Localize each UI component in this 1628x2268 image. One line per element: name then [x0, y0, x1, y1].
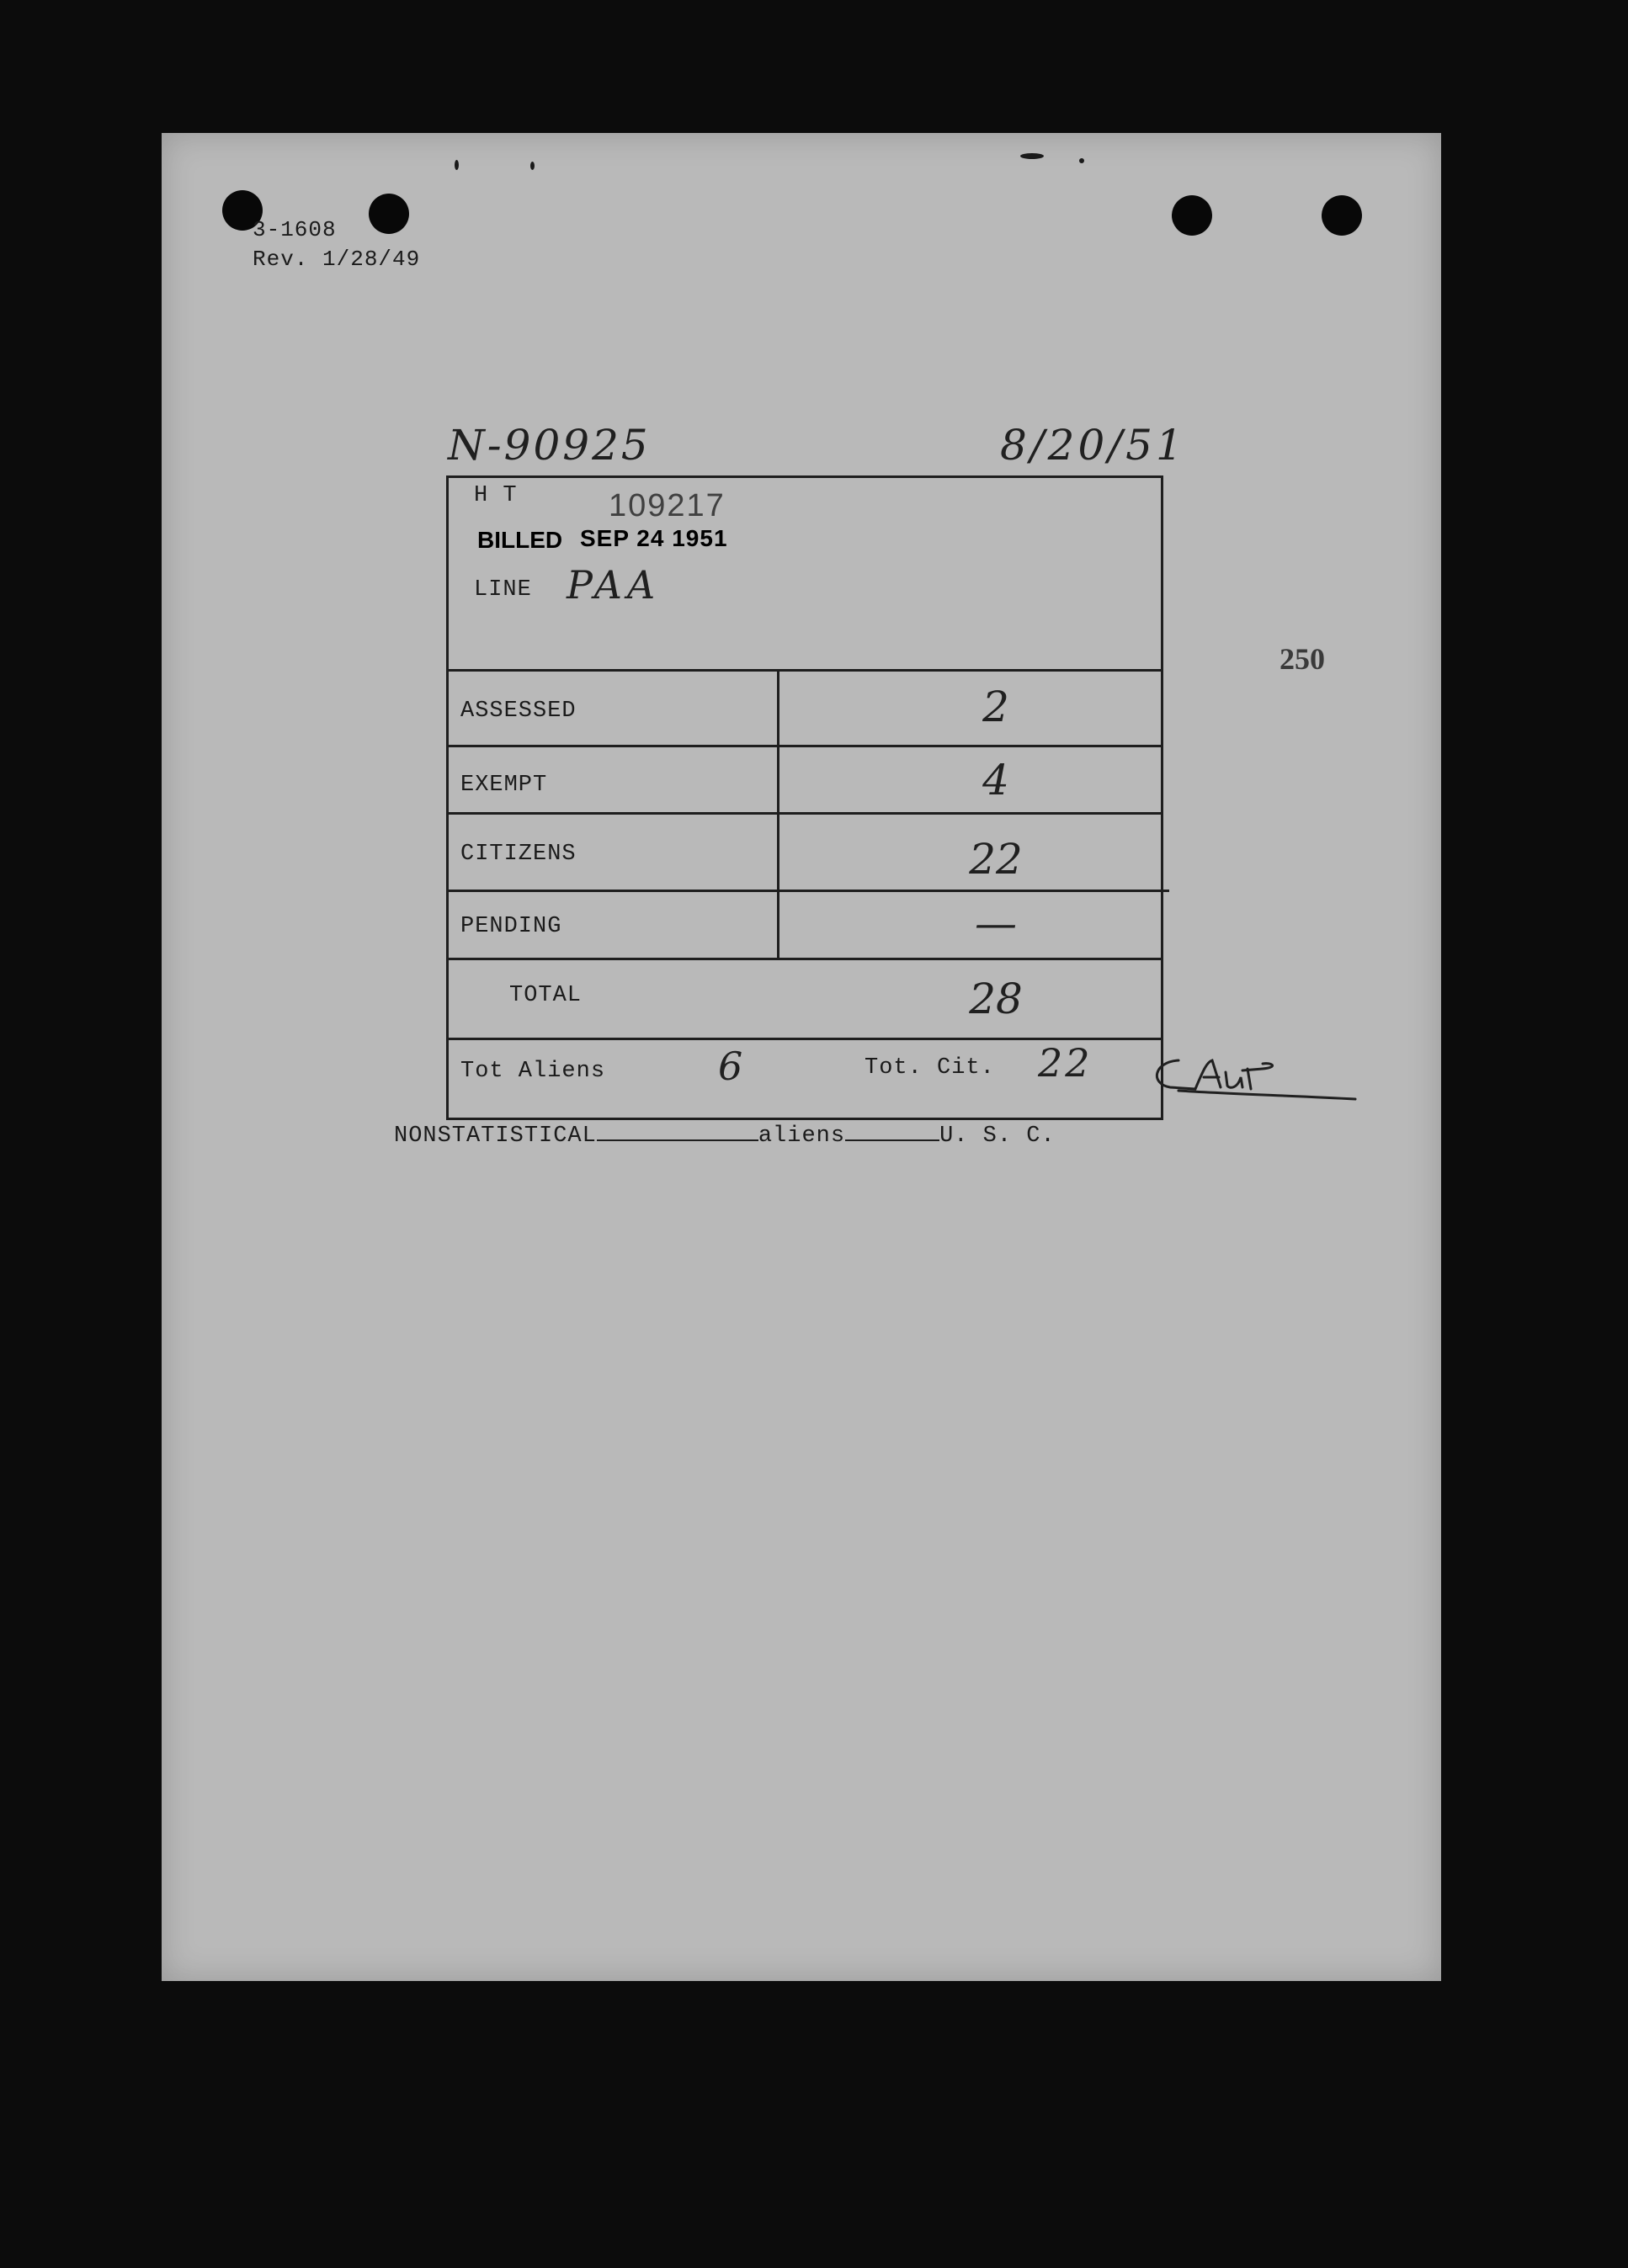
tot-aliens-label: Tot Aliens	[460, 1059, 606, 1084]
row-label-pending: PENDING	[460, 914, 562, 939]
side-number: 250	[1280, 642, 1325, 676]
usc-label: U. S. C.	[939, 1123, 1056, 1149]
row-label-assessed: ASSESSED	[460, 698, 577, 724]
tot-cit-label: Tot. Cit.	[865, 1055, 995, 1081]
line-value: PAA	[567, 562, 661, 608]
rule-header	[449, 669, 1161, 672]
rule-exempt	[449, 812, 1161, 815]
column-divider	[777, 672, 779, 958]
form-number: 3-1608	[253, 217, 337, 242]
row-value-total: 28	[969, 975, 1023, 1023]
handwritten-file-number: N-90925	[448, 421, 651, 470]
speck	[1079, 158, 1084, 163]
tot-cit-value: 22	[1038, 1040, 1093, 1086]
row-label-total: TOTAL	[509, 983, 583, 1008]
line-label: LINE	[474, 577, 532, 603]
rule-pending	[449, 958, 1161, 960]
ht-label: H T	[474, 483, 518, 508]
row-label-exempt: EXEMPT	[460, 773, 548, 798]
punch-hole-2	[369, 194, 409, 234]
nonstatistical-blank	[597, 1139, 758, 1141]
tot-aliens-value: 6	[718, 1044, 743, 1089]
nonstatistical-line	[394, 1123, 1056, 1149]
handwritten-date: 8/20/51	[1000, 421, 1186, 470]
signature	[1145, 1044, 1364, 1114]
manifest-table	[446, 475, 1163, 1120]
nonstatistical-label: NONSTATISTICAL	[394, 1123, 597, 1149]
aliens-blank	[845, 1139, 939, 1141]
form-revision: Rev. 1/28/49	[253, 247, 421, 272]
speck	[455, 160, 459, 170]
ht-number: 109217	[609, 488, 726, 523]
rule-assessed	[449, 745, 1161, 747]
punch-hole-4	[1322, 195, 1362, 236]
speck	[530, 162, 535, 170]
billed-date-stamp: SEP 24 1951	[580, 525, 728, 551]
aliens-label: aliens	[758, 1123, 846, 1149]
punch-hole-3	[1172, 195, 1212, 236]
rule-citizens	[449, 890, 1169, 892]
billed-label: BILLED	[477, 527, 563, 553]
row-value-citizens: 22	[969, 835, 1023, 884]
signature-scribble	[1145, 1044, 1364, 1111]
row-label-citizens: CITIZENS	[460, 842, 577, 867]
row-value-exempt: 4	[982, 756, 1009, 805]
row-value-assessed: 2	[982, 683, 1009, 731]
row-value-pending: —	[975, 899, 1017, 948]
speck	[1020, 153, 1044, 159]
